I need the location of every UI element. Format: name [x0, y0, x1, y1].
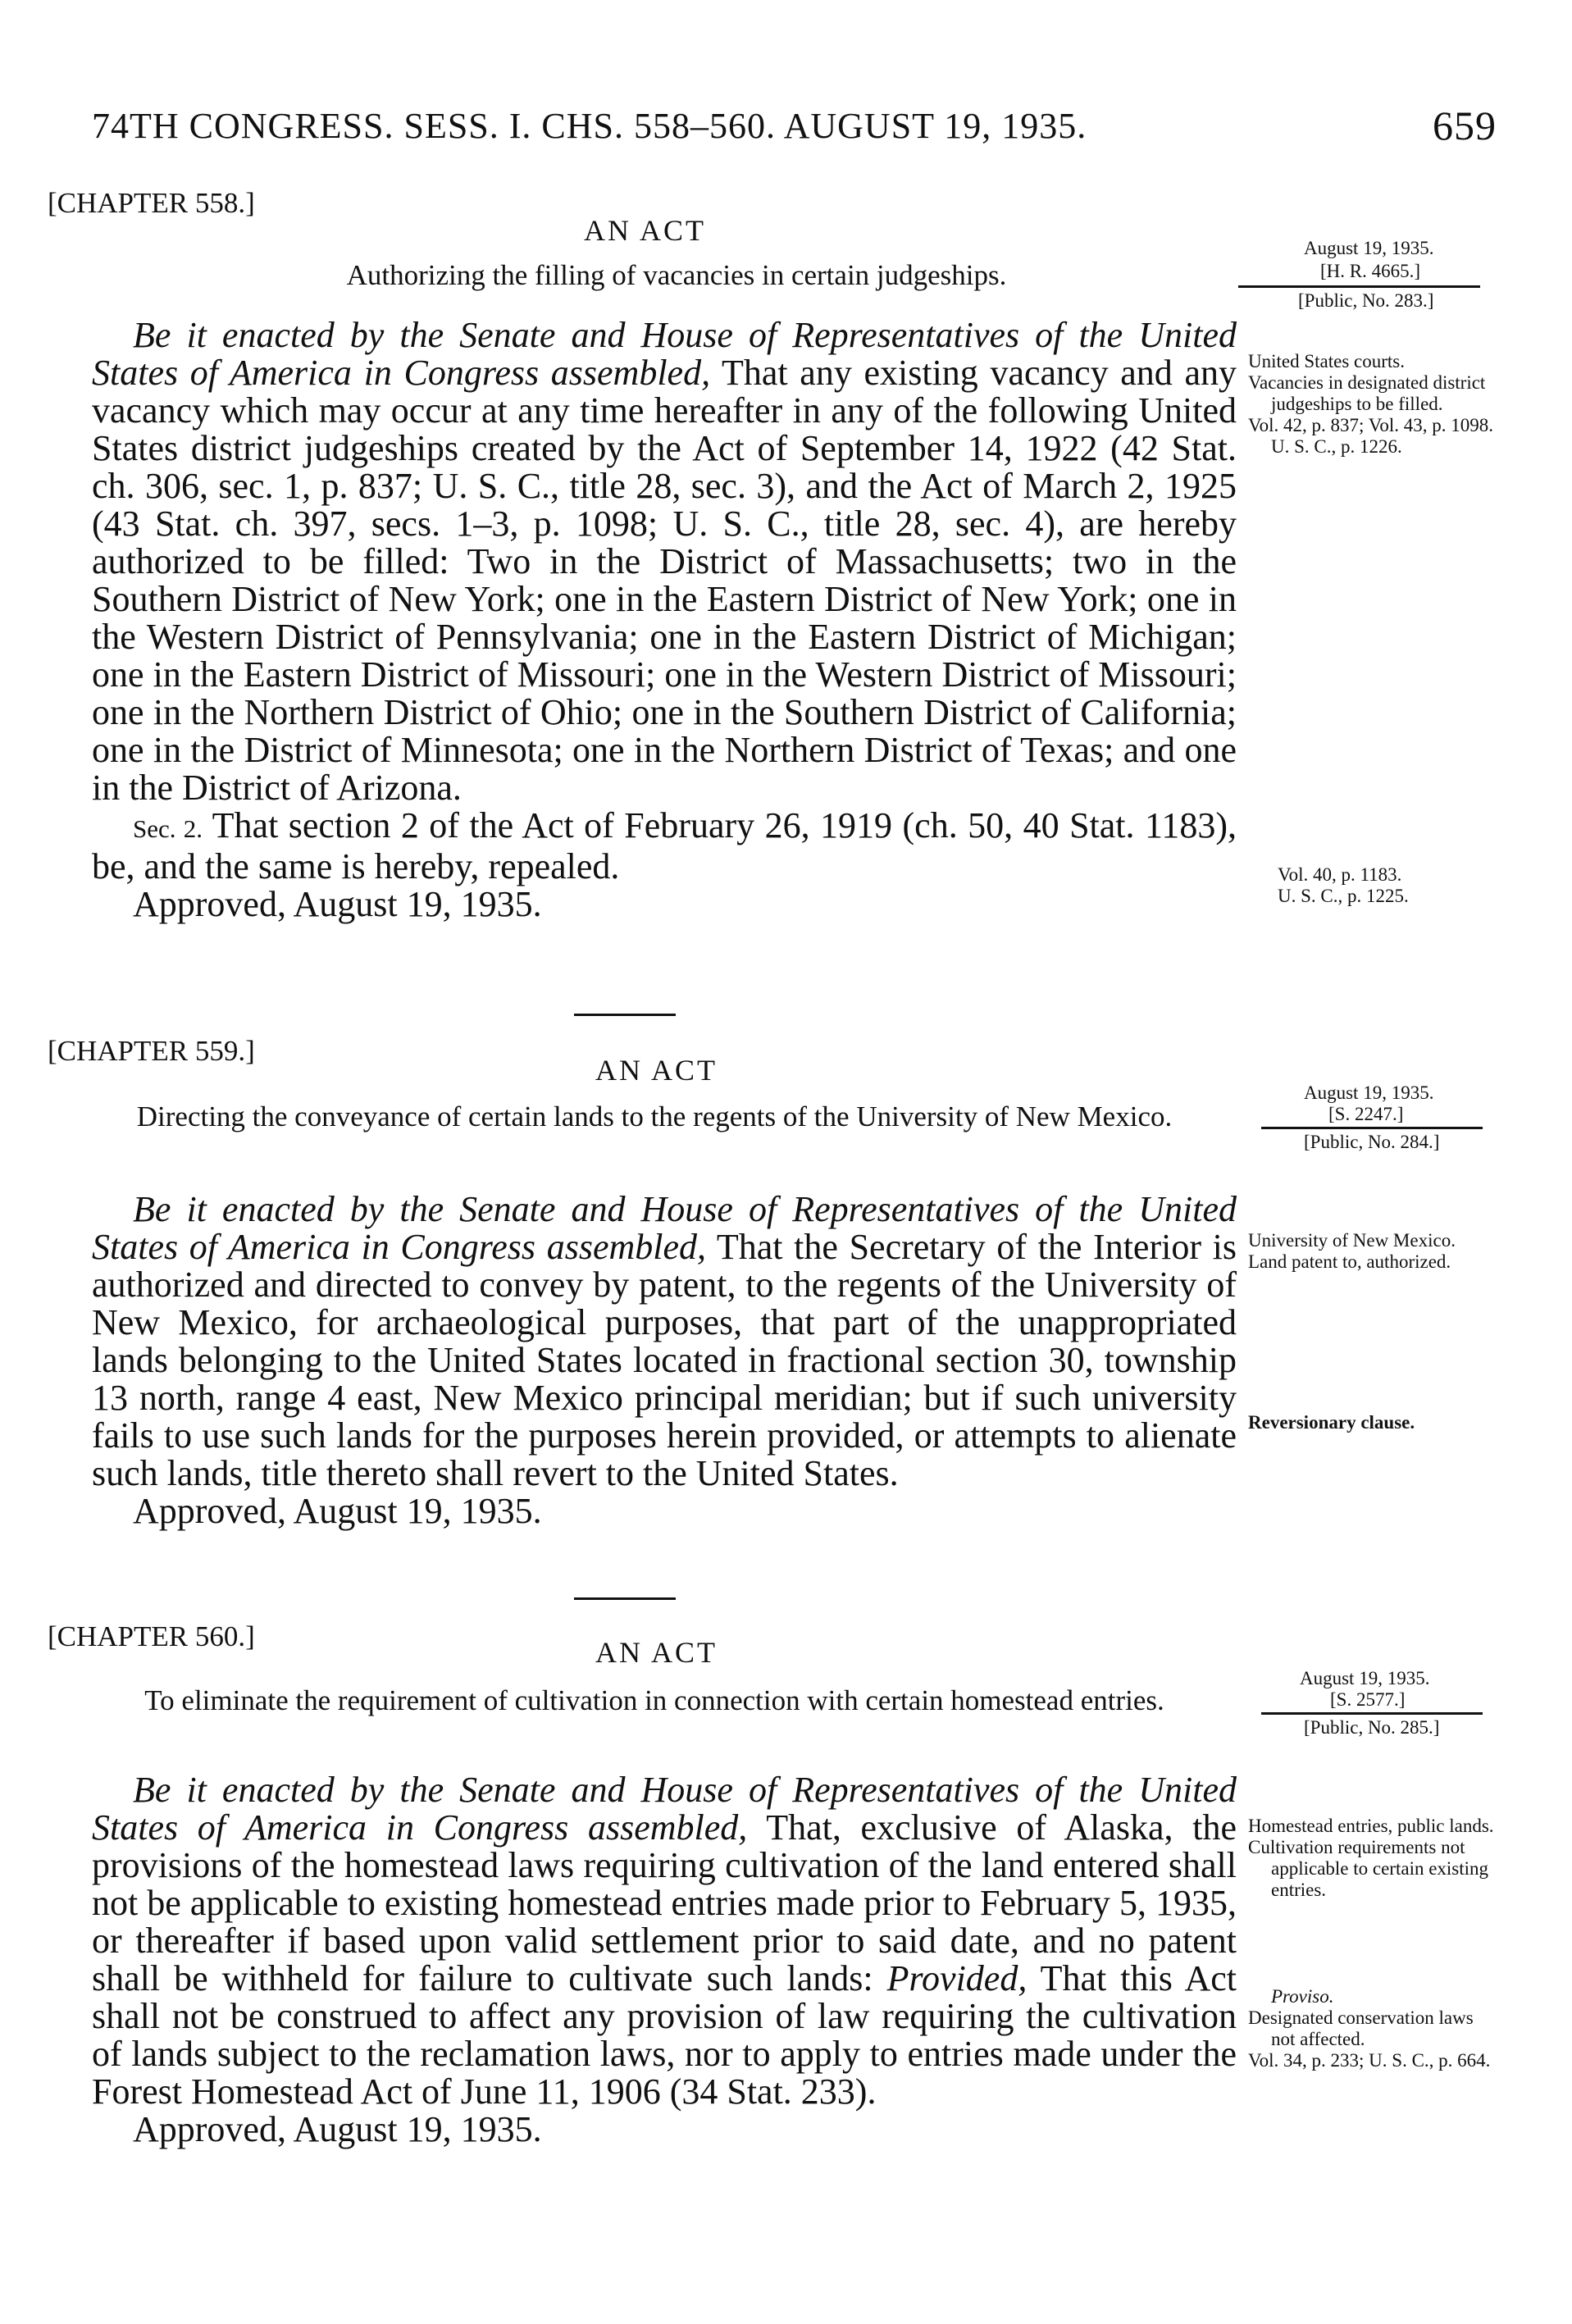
approval-line: Approved, August 19, 1935. — [133, 2109, 542, 2149]
approval-date: August 19, 1935. — [1304, 1082, 1434, 1103]
act-title: Directing the conveyance of certain lands to the regents of the University of New Mexico. — [136, 1100, 1173, 1132]
public-law-number: [Public, No. 283.] — [1298, 290, 1434, 311]
margin-subtopic: Land patent to, authorized. — [1248, 1251, 1451, 1272]
act-title: Authorizing the filling of vacancies in certain judgeships. — [346, 259, 1007, 291]
act-title: To eliminate the requirement of cultivation in connection with certain homestead entries. — [144, 1684, 1164, 1716]
margin-subtopic: Vacancies in designated district judgeships to be filled. — [1248, 372, 1486, 414]
act-heading: AN ACT — [595, 1054, 718, 1087]
public-law-number: [Public, No. 285.] — [1304, 1717, 1440, 1738]
margin-citation: Vol. 40, p. 1183. — [1278, 864, 1402, 885]
chapter-label: [CHAPTER 558.] — [48, 187, 255, 219]
enacting-clause: Be it enacted by the Senate and House of Representatives of the United States of America in Congress assembled, — [92, 1770, 1237, 1848]
act-body — [92, 317, 1237, 923]
margin-citation: U. S. C., p. 1226. — [1271, 436, 1402, 457]
margin-topic: Homestead entries, public lands. — [1248, 1816, 1494, 1836]
approval-date: August 19, 1935. — [1300, 1668, 1430, 1688]
page-number: 659 — [1433, 103, 1497, 148]
act-heading: AN ACT — [584, 214, 707, 247]
public-law-number: [Public, No. 284.] — [1304, 1132, 1440, 1152]
enacting-clause: Be it enacted by the Senate and House of Representatives of the United States of America in Congress assembled, — [92, 1189, 1237, 1267]
bill-number: [H. R. 4665.] — [1320, 261, 1421, 281]
margin-citation: Vol. 42, p. 837; Vol. 43, p. 1098. — [1248, 415, 1494, 435]
margin-topic: University of New Mexico. — [1248, 1230, 1456, 1251]
margin-topic: United States courts. — [1248, 351, 1405, 371]
act-body — [92, 1191, 1237, 1530]
margin-notes — [1248, 1986, 1498, 2071]
margin-notes — [1278, 864, 1528, 907]
margin-rule — [1261, 1712, 1483, 1715]
act-heading: AN ACT — [595, 1636, 718, 1669]
act-text: That the Secretary of the Interior is authorized and directed to convey by patent, to the regents of the University of New Mexico, for archaeological purposes, that part of the unappropriated lands belonging to the United States located in fractional section 30, township 13 north, range 4 east, New Mexico principal meridian; but if such university fails to use such lands for the purposes herein provided, or attempts to alienate such lands, title thereto shall revert to the United States. — [92, 1227, 1237, 1493]
margin-notes — [1248, 1816, 1498, 1901]
chapter-label: [CHAPTER 560.] — [48, 1620, 255, 1652]
margin-notes — [1248, 1412, 1498, 1433]
act-text: That any existing vacancy and any vacancy which may occur at any time hereafter in any of the following United States district judgeships created by the Act of September 14, 1922 (42 Stat. ch. 306, sec. 1, p. 837; U. S. C., title 28, sec. 3), and the Act of March 2, 1925 (43 Stat. ch. 397, secs. 1–3, p. 1098; U. S. C., title 28, sec. 4), are hereby authorized to be filled: Two in the District of Massachusetts; two in the Southern District of New York; one in the Eastern District of New York; one in the Western District of Pennsylvania; one in the Eastern District of Michigan; one in the Eastern District of Missouri; one in the Western District of Missouri; one in the Northern District of Ohio; one in the Southern District of California; one in the District of Minnesota; one in the Northern District of Texas; and one in the District of Arizona. — [92, 353, 1237, 808]
act-text: That this Act shall not be construed to affect any provision of law requiring the cultivation of lands subject to the reclamation laws, nor to apply to entries made under the Forest Homestead Act of June 11, 1906 (34 Stat. 233). — [92, 1958, 1237, 2112]
section-divider — [574, 1014, 676, 1016]
section-text: That section 2 of the Act of February 26, 1919 (ch. 50, 40 Stat. 1183), be, and the same is hereby, repealed. — [92, 805, 1237, 886]
margin-notes — [1248, 1230, 1498, 1273]
proviso-word: Provided, — [886, 1958, 1027, 1998]
approval-line: Approved, August 19, 1935. — [133, 1491, 542, 1531]
margin-subtopic: Designated conservation laws not affected. — [1248, 2007, 1474, 2049]
margin-citation: U. S. C., p. 1225. — [1278, 886, 1409, 906]
margin-clause: Reversionary clause. — [1248, 1412, 1415, 1433]
approval-date: August 19, 1935. — [1304, 238, 1434, 258]
margin-rule — [1261, 1127, 1483, 1129]
section-divider — [574, 1597, 676, 1600]
margin-proviso: Proviso. — [1271, 1986, 1334, 2007]
bill-number: [S. 2577.] — [1330, 1689, 1406, 1710]
bill-number: [S. 2247.] — [1328, 1104, 1404, 1124]
running-header: 74TH CONGRESS. SESS. I. CHS. 558–560. AUGUST 19, 1935. — [92, 106, 1087, 146]
enacting-clause: Be it enacted by the Senate and House of Representatives of the United States of America in Congress assembled, — [92, 315, 1237, 393]
chapter-label: [CHAPTER 559.] — [48, 1035, 255, 1067]
act-body — [92, 1771, 1237, 2149]
margin-subtopic: Cultivation requirements not applicable to certain existing entries. — [1248, 1837, 1489, 1900]
section-label: Sec. 2. — [133, 814, 203, 843]
margin-notes — [1248, 351, 1498, 458]
margin-rule — [1238, 285, 1480, 288]
act-text: That, exclusive of Alaska, the provisions of the homestead laws requiring cultivation of the land entered shall not be applicable to existing homestead entries made prior to February 5, 1935, or thereafter if based upon valid settlement prior to said date, and no patent shall be withheld for failure to cultivate such lands: — [92, 1807, 1237, 1998]
approval-line: Approved, August 19, 1935. — [133, 884, 542, 924]
margin-citation: Vol. 34, p. 233; U. S. C., p. 664. — [1248, 2050, 1491, 2071]
